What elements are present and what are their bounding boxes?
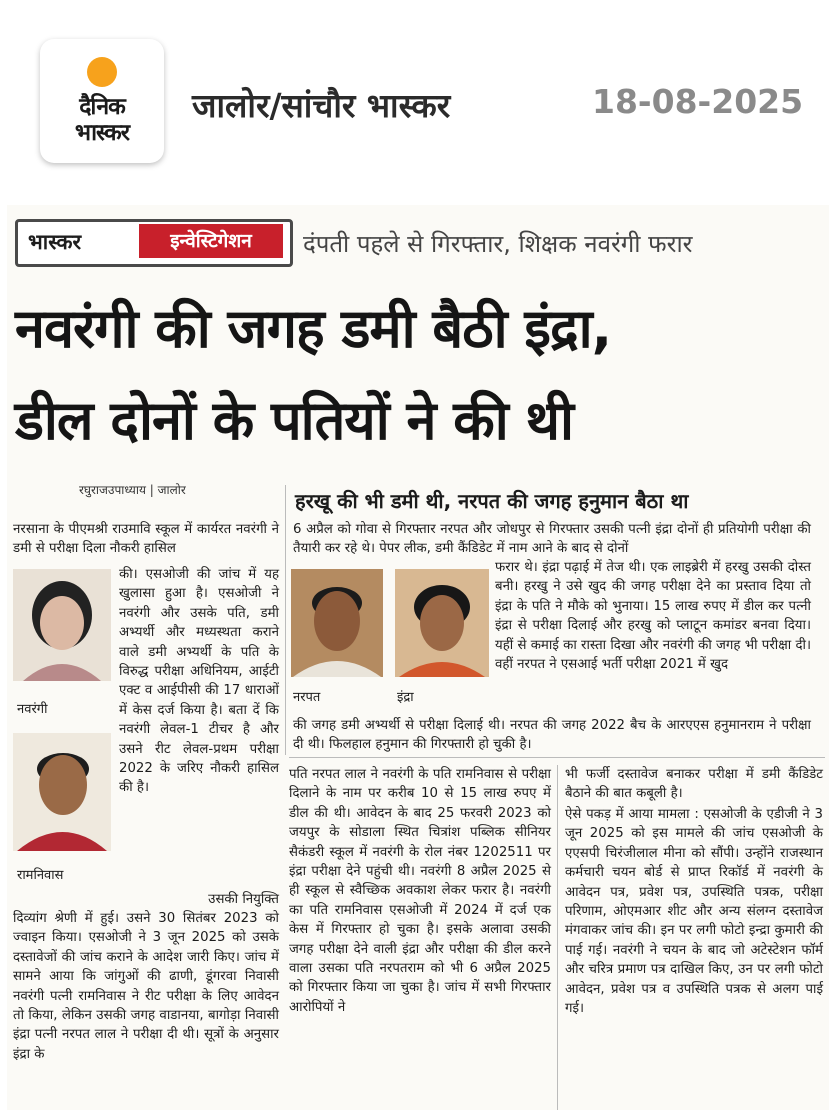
ramniwas-photo xyxy=(13,733,111,851)
box-text-top: 6 अप्रैल को गोवा से गिरफ्तार नरपत और जोधपुर से गिरफ्तार उसकी पत्नी इंद्रा दोनों ही प्रतियोगी परीक्षा की तैयारी कर रहे थे। पेपर लीक, डमी कैंडिडेट में नाम आने के बाद से दोनों xyxy=(293,522,811,557)
column-divider xyxy=(557,765,558,1110)
dainik-bhaskar-logo[interactable] xyxy=(40,39,164,163)
person-icon xyxy=(395,569,489,677)
col1-intro: नरसाना के पीएमश्री राउमावि स्कूल में कार्यरत नवरंगी ने डमी से परीक्षा दिला नौकरी हासिल xyxy=(13,522,279,557)
person-icon xyxy=(13,569,111,681)
headline-line-2: डील दोनों के पतियों ने की थी xyxy=(15,389,574,452)
narpat-photo xyxy=(291,569,383,677)
caption-navrangi: नवरंगी xyxy=(17,702,48,717)
section-tag xyxy=(15,219,293,267)
box-text-bottom: की जगह डमी अभ्यर्थी से परीक्षा दिलाई थी। नरपत की जगह 2022 बैच के आरएएस हनुमानराम ने परीक्षा दी थी। फिलहाल हनुमान की गिरफ्तारी हो चुकी है। xyxy=(293,718,811,753)
edition-title: जालोर/सांचौर भास्कर xyxy=(192,86,451,125)
person-icon xyxy=(13,733,111,851)
sun-icon xyxy=(87,57,117,87)
col2-text: पति नरपत लाल ने नवरंगी के पति रामनिवास से परीक्षा दिलाने के नाम पर करीब 10 से 15 लाख रुपए में डील की थी। आवेदन के बाद 25 फरवरी 2023 को जयपुर के सोडाला स्थित चित्रांश पब्लिक सीनियर सैकंडरी स्कूल में नवरंगी के रोल नंबर 1202511 पर इंद्रा परीक्षा देने पहुंची थी। नवरंगी 8 अप्रैल 2025 से ही स्कूल से स्वैच्छिक अवकाश लेकर फरार है। नवरंगी का पति रामनिवास एसओजी में 2024 में दर्ज एक केस में गिरफ्तार हो चुका है। इसके अलावा उसकी जगह परीक्षा देने वाली इंद्रा और परीक्षा की डील करने वाला उसका पति नरपतराम को भी 6 अप्रैल 2025 को गिरफ्तार किया जा चुका है। जांच में सभी गिरफ्तार आरोपियों ने xyxy=(289,767,551,1015)
box-text-side: फरार थे। इंद्रा पढ़ाई में तेज थी। एक लाइब्रेरी में हरखु उसकी दोस्त बनी। हरखु ने उसे खुद की जगह परीक्षा देने का प्रस्ताव दिया तो इंद्रा के पति ने मौके को भुनाया। 15 लाख रुपए में डील कर पत्नी इंद्रा से परीक्षा दिलाई और हरखु को प्लाटून कमांडर बनवा दिया। यहीं से कमाई का रास्ता दिखा और नवरंगी की जगह भी परीक्षा दी। वहीं नरपत ने एसआई भर्ती परीक्षा 2021 में खुद xyxy=(495,560,811,673)
byline: रघुराजउपाध्याय | जालोर xyxy=(79,483,186,497)
sub-headline: हरखू की भी डमी थी, नरपत की जगह हनुमान बैठा था xyxy=(295,489,689,513)
news-clipping xyxy=(7,205,829,1110)
logo-text-line2: भास्कर xyxy=(74,120,130,146)
section-tag-investigation: इन्वेस्टिगेशन xyxy=(139,224,283,258)
col3-text-b: ऐसे पकड़ में आया मामला : एसओजी के एडीजी ने 3 जून 2025 को इस मामले की जांच एसओजी के एएसपी चिरंजीलाल मीना को सौंपी। उन्होंने राजस्थान कर्मचारी चयन बोर्ड से प्राप्त रिकॉर्ड में नवरंगी के आवेदन पत्र, प्रवेश पत्र, उपस्थिति पत्रक, परीक्षा परिणाम, ओएमआर शीट और अन्य संलग्न दस्तावेज मंगवाकर जांच की। इन पर लगी फोटो इन्द्रा कुमारी की पाई गई। नवरंगी ने चयन के बाद जो अटेस्टेशन फॉर्म और चरित्र प्रमाण पत्र दाखिल किए, उन पर लगी फोटो आवेदन, प्रवेश पत्र व उपस्थिति पत्रक से अलग पाई गई। xyxy=(565,807,823,1017)
person-icon xyxy=(291,569,383,677)
col1-side-text: की। एसओजी की जांच में यह खुलासा हुआ है। एसओजी ने नवरंगी और उसके पति, डमी अभ्यर्थी और मध्यस्थता कराने वाले डमी अभ्यर्थी के पति के विरुद्ध परीक्षा अधिनियम, आईटी एक्ट व आईपीसी की 17 धाराओं में केस दर्ज किया है। बता दें कि नवरंगी लेवल-1 टीचर है और उसने रीट लेवल-प्रथम परीक्षा 2022 के जरिए नौकरी हासिल की है। xyxy=(119,567,279,796)
navrangi-photo xyxy=(13,569,111,681)
indra-photo xyxy=(395,569,489,677)
col3-text-a: भी फर्जी दस्तावेज बनाकर परीक्षा में डमी कैंडिडेट बैठाने की बात कबूली है। xyxy=(565,767,823,802)
caption-narpat: नरपत xyxy=(293,690,321,705)
section-divider xyxy=(289,757,825,758)
caption-ramniwas: रामनिवास xyxy=(17,868,64,883)
logo-text-line1: दैनिक xyxy=(79,94,125,120)
headline-line-1: नवरंगी की जगह डमी बैठी इंद्रा, xyxy=(15,297,612,360)
col1-bottom-text: दिव्यांग श्रेणी में हुई। उसने 30 सितंबर 2023 को ज्वाइन किया। एसओजी ने 3 जून 2025 को उसके दस्तावेजों की जांच कराने के आदेश जारी किए। जांच में सामने आया कि जांगुओं की ढाणी, डूंगरवा निवासी नवरंगी पत्नी रामनिवास ने रीट परीक्षा के लिए आवेदन तो किया, लेकिन उसकी जगह वाडानया, बागोड़ा निवासी इंद्रा पत्नी नरपत लाल ने परीक्षा दी थी। सूत्रों के अनुसार इंद्रा के xyxy=(13,911,279,1062)
kicker-line: दंपती पहले से गिरफ्तार, शिक्षक नवरंगी फरार xyxy=(303,230,693,258)
caption-indra: इंद्रा xyxy=(397,690,414,705)
edition-date: 18-08-2025 xyxy=(592,82,804,121)
column-divider xyxy=(285,485,286,755)
col1-side-end: उसकी नियुक्ति xyxy=(208,892,279,907)
section-tag-brand: भास्कर xyxy=(28,230,82,254)
